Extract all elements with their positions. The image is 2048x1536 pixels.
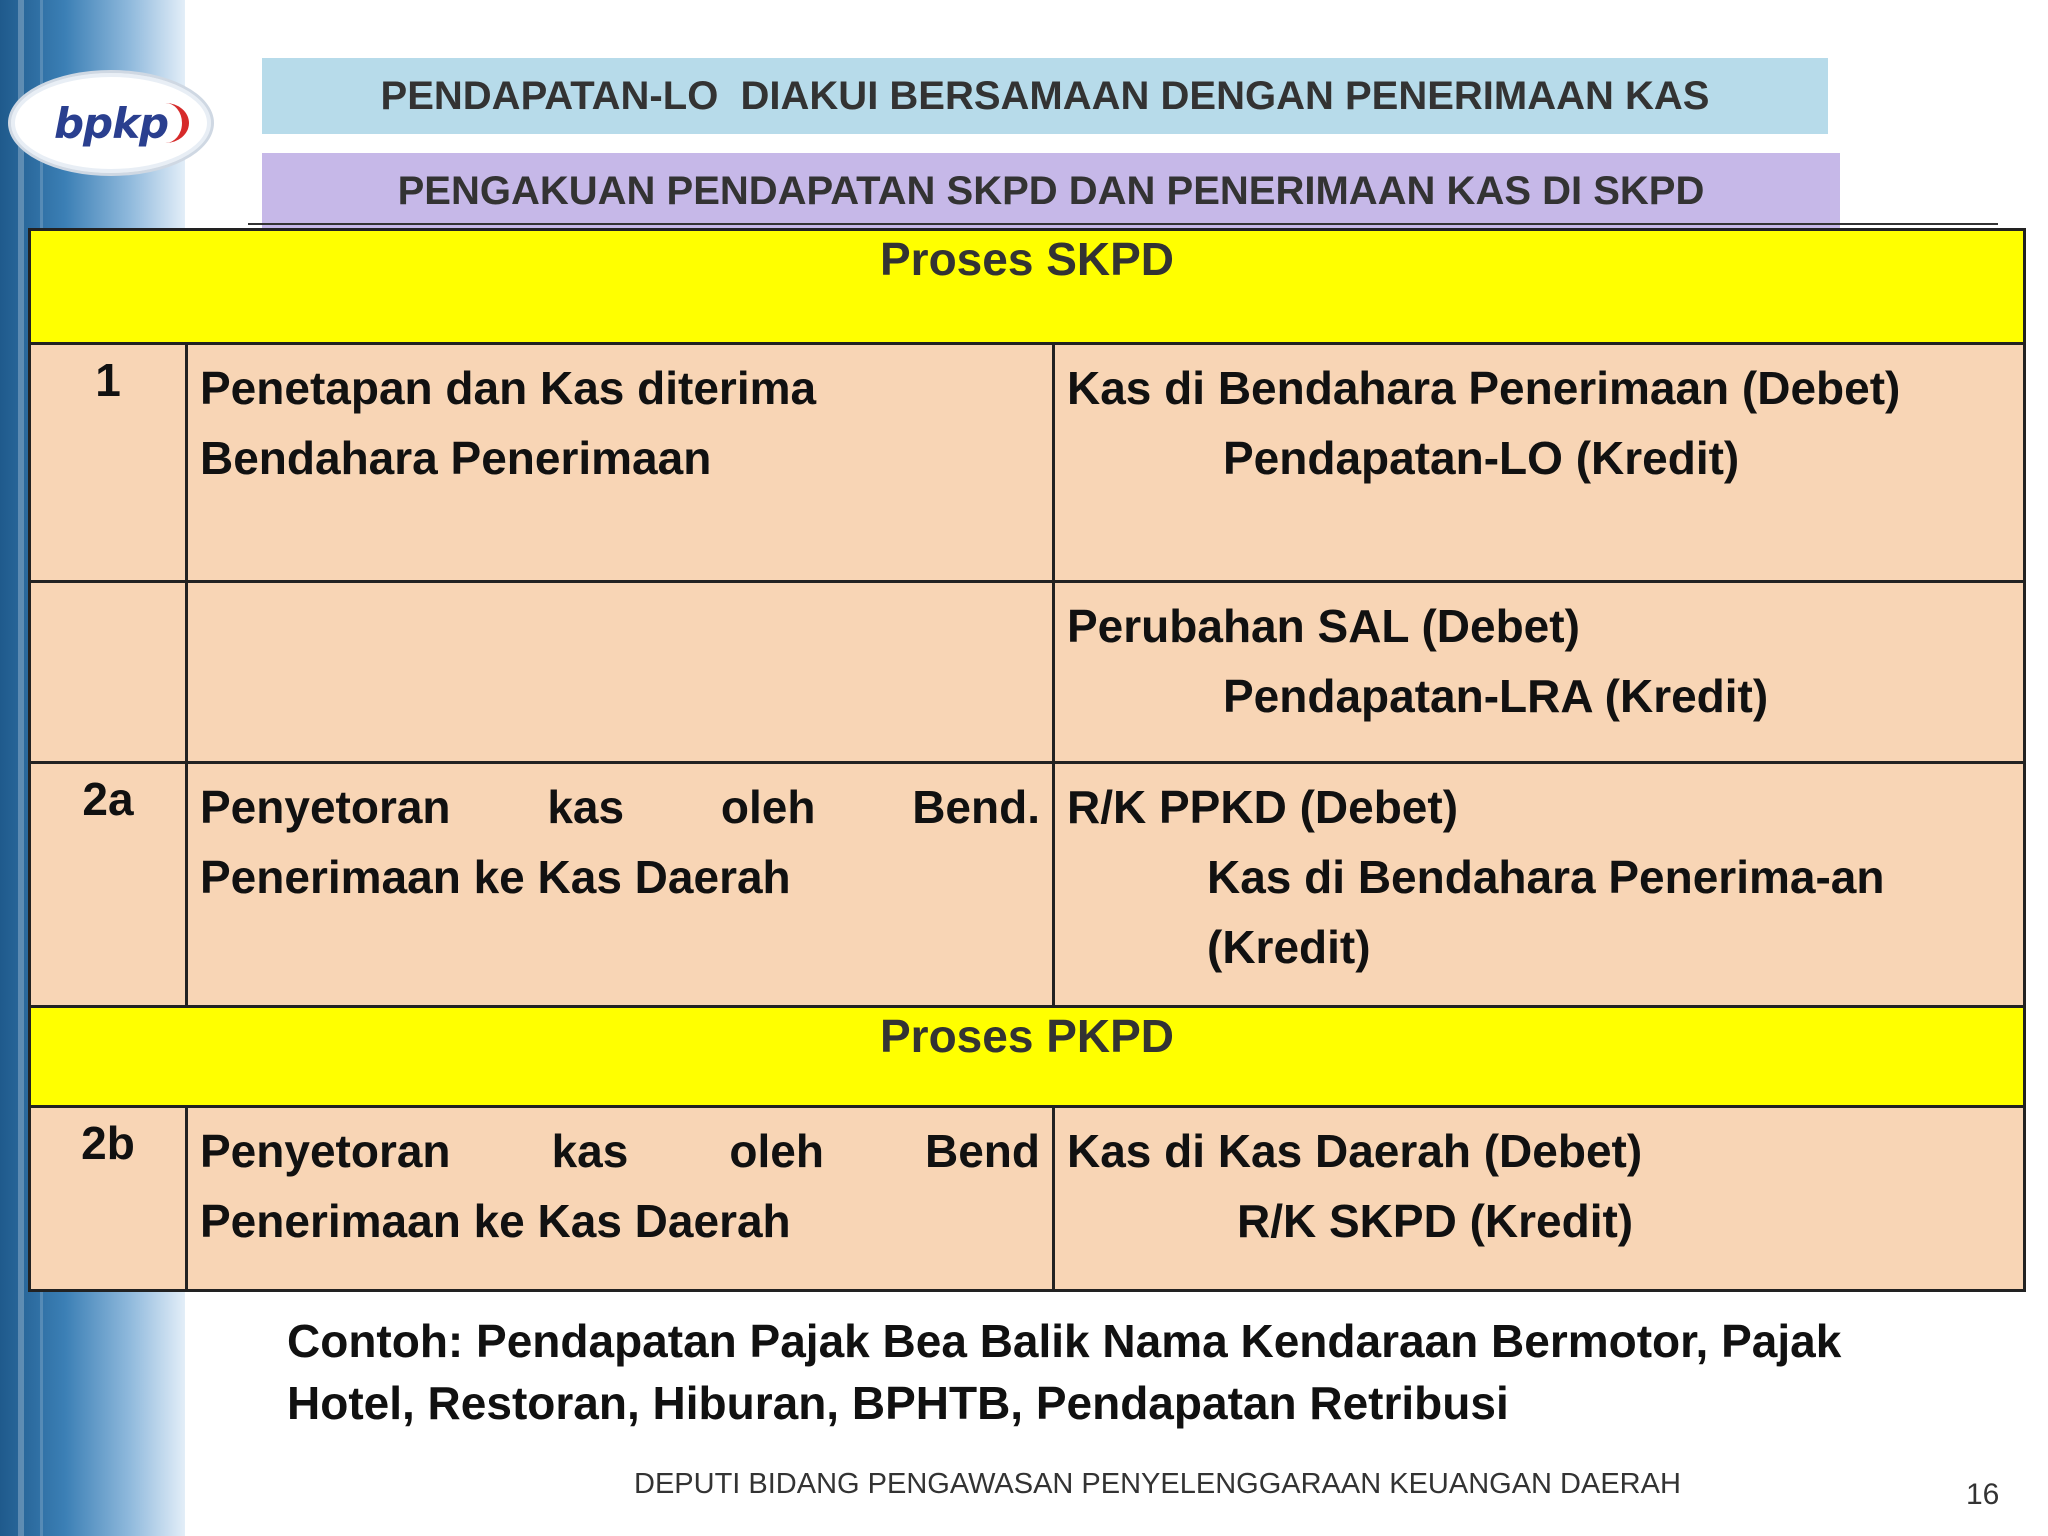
footer-text: DEPUTI BIDANG PENGAWASAN PENYELENGGARAAN KEUANGAN DAERAH — [634, 1468, 1681, 1500]
row-number: 2a — [30, 763, 187, 1007]
row-description: Penyetoran kas oleh Bend Penerimaan ke Kas Daerah — [187, 1107, 1054, 1291]
table-row — [30, 344, 2025, 582]
bpkp-logo — [8, 70, 214, 176]
example-note: Contoh: Pendapatan Pajak Bea Balik Nama Kendaraan Bermotor, Pajak Hotel, Restoran, Hiburan, BPHTB, Pendapatan Retribusi — [287, 1315, 1842, 1429]
journal-entry — [1054, 344, 2025, 582]
row-number: 1 — [30, 344, 187, 582]
row-number — [30, 582, 187, 763]
debit-entry: Kas di Kas Daerah (Debet) — [1067, 1125, 1643, 1177]
logo-text: bpkp — [53, 98, 169, 148]
credit-entry: Pendapatan-LO (Kredit) — [1223, 432, 1740, 484]
slide-subtitle: PENGAKUAN PENDAPATAN SKPD DAN PENERIMAAN KAS DI SKPD — [262, 153, 1840, 229]
section-pkpd-label: Proses PKPD — [30, 1007, 2025, 1107]
logo-swoosh-icon — [142, 103, 189, 143]
table-row — [30, 582, 2025, 763]
journal-entry — [1054, 582, 2025, 763]
page-number: 16 — [1966, 1478, 2000, 1511]
debit-entry: Kas di Bendahara Penerimaan (Debet) — [1067, 362, 1901, 414]
debit-entry: Perubahan SAL (Debet) — [1067, 600, 1580, 652]
debit-entry: R/K PPKD (Debet) — [1067, 781, 1459, 833]
row-description: Penyetoran kas oleh Bend. Penerimaan ke Kas Daerah — [187, 763, 1054, 1007]
journal-entry — [1054, 1107, 2025, 1291]
section-header-row — [30, 230, 2025, 344]
title-divider — [248, 223, 1998, 225]
slide-title: PENDAPATAN-LO DIAKUI BERSAMAAN DENGAN PENERIMAAN KAS — [262, 58, 1828, 134]
credit-entry: R/K SKPD (Kredit) — [1237, 1195, 1634, 1247]
section-skpd-label: Proses SKPD — [30, 230, 2025, 344]
row-description — [187, 582, 1054, 763]
row-description: Penetapan dan Kas diterima Bendahara Penerimaan — [187, 344, 1054, 582]
section-header-row — [30, 1007, 2025, 1107]
journal-table — [28, 228, 2026, 1292]
credit-entry: Pendapatan-LRA (Kredit) — [1223, 670, 1769, 722]
row-number: 2b — [30, 1107, 187, 1291]
journal-entry — [1054, 763, 2025, 1007]
table-row — [30, 1107, 2025, 1291]
table-row — [30, 763, 2025, 1007]
credit-entry: Kas di Bendahara Penerima-an (Kredit) — [1207, 851, 1885, 973]
